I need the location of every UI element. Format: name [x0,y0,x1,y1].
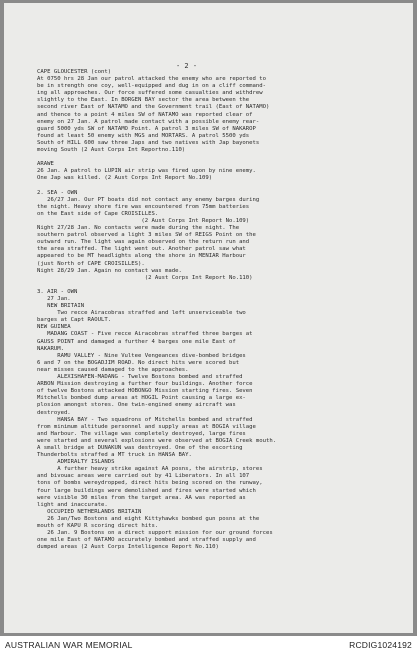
text-line: 3. AIR - OWN [37,288,78,295]
text-line: A small bridge at DUNAKUN was destroyed. One of the escorting [37,444,243,451]
text-line: Night 28/29 Jan. Again no contact was made. [37,267,182,274]
text-line: outward run. The light was again observed on the return run and [37,239,250,246]
text-line: Night 27/28 Jan. No contacts were made during the night. The [37,225,240,232]
text-line: One Jap was killed. (2 Aust Corps Int Report No.109) [37,175,213,182]
text-line: plosion amongst stores. One twin-engined enemy aircraft was [37,402,236,409]
text-line: dumped areas (2 Aust Corps Intelligence Report No.110) [37,544,219,551]
text-line: moving South (2 Aust Corps Int Reportno.110) [37,147,186,154]
text-line [37,282,413,289]
text-line: slightly to the East. In BORGEN BAY sector the area between the [37,97,250,104]
text-line: At 0750 hrs 28 Jan our patrol attacked the enemy who are reported to [37,76,267,83]
text-line: tons of bombs wereydropped, direct hits being scored on the runway, [37,480,263,487]
archive-footer [0,636,417,654]
text-line: second river East of NATAMO and the Government trail (East of NATAMO) [37,104,270,111]
text-line: NAKARUM. [37,345,64,352]
text-line: 26 Jan. 9 Bostons on a direct support mission for our ground forces [37,530,273,537]
text-line: NEW BRITAIN [37,303,85,310]
text-line: found at least 50 enemy with MGS and MORTARS. A patrol 5500 yds [37,132,250,139]
text-line: destroyed. [37,409,71,416]
text-line: GAUSS POINT and damaged a further 4 barges one mile East of [37,338,236,345]
text-line: ARAWE [37,161,54,168]
text-line: be in strength one coy, well-equipped and dug in on a cliff command- [37,83,267,90]
text-line: 26 Jan. A patrol to LUPIN air strip was fired upon by nine enemy. [37,168,256,175]
text-line: (2 Aust Corps Int Report No.110) [37,274,253,281]
text-line: ARBON Mission destroying a further four buildings. Another force [37,381,253,388]
text-line: 27 Jan. [37,296,71,302]
text-line: and bivouac areas were carried out by 41 Liberators. In all 107 [37,473,250,480]
text-line: (just North of CAPE CROISILLES). [37,260,145,267]
text-line: CAPE GLOUCESTER (cont) [37,69,112,75]
footer-record-id: RCDIG1024192 [349,640,412,650]
text-line: on the East side of Cape CROISILLES. [37,210,159,217]
text-line [37,183,413,190]
text-line: 2. SEA - OWN [37,189,78,196]
text-line: 26 Jan/Two Bostons and eight Kittyhawks bombed gun posns at the [37,515,260,522]
text-line: RAMU VALLEY - Nine Vultee Vengeances dive-bombed bridges [37,352,246,359]
text-line: from minimum altitude personnel and supply areas at BOGIA village [37,423,256,430]
text-line: southern patrol observed a light 3 miles SW of REIGS Point on the [37,232,256,239]
text-line: MADANG COAST - Five recce Airacobras straffed three barges at [37,331,253,338]
text-line: South of HILL 600 saw three Japs and two natives with Jap bayonets [37,139,260,146]
text-line: of twelve Bostons attacked HOBONGO Mission starting fires. Seven [37,388,253,395]
text-line: 6 and 7 on the BOGADJIM ROAD. No direct hits were scored but [37,359,240,366]
text-line: were visible 30 miles from the target area. AA was reported as [37,494,246,501]
text-line: Mitchells bombed dump areas at HOGIL Point causing a large ex- [37,395,246,402]
text-line [37,154,413,161]
text-line: the night. Heavy shore fire was encountered from 75mm batteries [37,203,250,210]
text-line: four large buildings were demolished and fires were started which [37,487,256,494]
text-line: (2 Aust Corps Int Report No.109) [37,217,250,224]
text-line: were started and several explosions were observed at BOGIA Creek mouth. [37,437,277,444]
footer-institution: AUSTRALIAN WAR MEMORIAL [5,640,133,650]
text-line: barges at Capt RAOULT. [37,317,112,324]
page-number: - 2 - [176,62,198,70]
document-page [4,3,413,633]
text-line: ing all approaches. Our force suffered some casualties and withdrew [37,90,263,97]
text-line: 26/27 Jan. Our PT boats did not contact any enemy barges during [37,196,260,203]
text-line: mouth of KAPU R scoring direct hits. [37,523,159,529]
text-line: the area straffed. The light went out. Another patrol saw what [37,246,246,253]
text-line: Two recce Airacobras straffed and left unserviceable two [37,310,246,317]
text-line: near misses caused damaged to the approaches. [37,366,189,373]
text-line: light and inaccurate. [37,501,108,508]
text-line: ALEXISHAFEN-MADANG - Twelve Bostons bombed and straffed [37,374,243,381]
text-line: and thence to a point 4 miles SW of NATAMO was reported clear of [37,111,253,118]
text-line: OCCUPIED NETHERLANDS BRITAIN [37,508,142,515]
text-line: NEW GUINEA [37,324,71,331]
text-line: one mile East of NATAMO accurately bombed and straffed supply and [37,537,256,544]
text-line: appeared to be MT headlights along the shore in MENIAR Harbour [37,253,246,260]
text-line: HANSA BAY - Two squadrons of Mitchells bombed and straffed [37,416,253,423]
text-line: ADMIRALTY ISLANDS [37,459,115,466]
text-line: guard 5000 yds SW of NATAMO Point. A patrol 3 miles SW of NAKAROP [37,125,256,132]
text-line: Thunderbolts straffed a MT truck in HANSA BAY. [37,452,192,459]
text-line: A further heavy strike against AA posns, the airstrip, stores [37,466,263,473]
text-line: and Harbour. The village was completely destroyed, large fires [37,430,246,437]
text-line: enemy on 27 Jan. A patrol made contact with a possible enemy rear- [37,118,260,125]
document-body [4,3,413,551]
